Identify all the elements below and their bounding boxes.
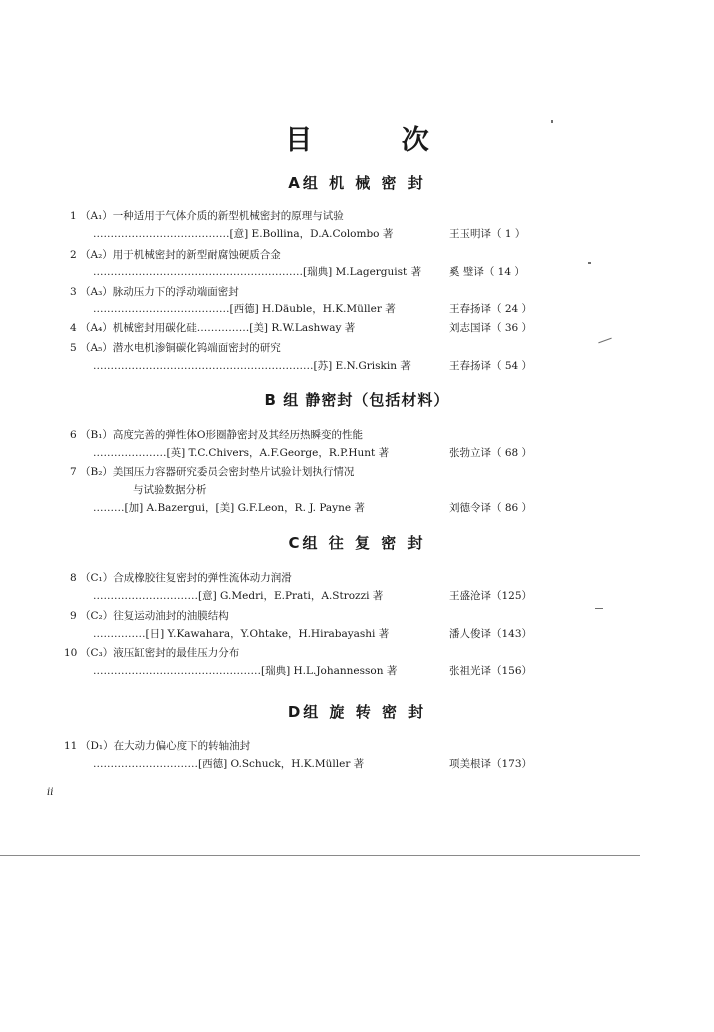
entry-authors: ……………[日] Y.Kawahara，Y.Ohtake，H.Hirabayashi 著 xyxy=(93,628,390,640)
entry-number: 10 xyxy=(64,647,78,659)
entry-title: （A₅）潜水电机渗铜碳化钨端面密封的研究 xyxy=(80,342,281,354)
entry-number: 11 xyxy=(64,740,78,752)
scan-speck xyxy=(595,608,603,609)
entry-number: 8 xyxy=(70,572,77,584)
entry-translator: 王春扬译（ 24 ） xyxy=(449,303,533,315)
toc-entry-4 xyxy=(0,321,714,335)
scan-speck xyxy=(588,262,591,264)
toc-entry-7-authors xyxy=(0,501,714,515)
group-heading-d: D组 旋 转 密 封 xyxy=(287,703,427,721)
entry-title-continued: 与试验数据分析 xyxy=(133,484,207,496)
entry-translator: 项美根译（173） xyxy=(449,758,533,770)
entry-number: 3 xyxy=(70,286,77,298)
group-heading-c: C组 往 复 密 封 xyxy=(288,534,426,552)
title-part-2: 次 xyxy=(401,125,429,156)
entry-translator: 王玉明译（ 1 ） xyxy=(449,228,526,240)
entry-number: 5 xyxy=(70,342,77,354)
entry-title: （A₃）脉动压力下的浮动端面密封 xyxy=(80,286,239,298)
entry-authors: ……………………………………………………[瑞典] M.Lagerguist 著 xyxy=(93,266,422,278)
toc-entry-9-authors xyxy=(0,627,714,641)
scan-edge-line xyxy=(0,855,640,856)
toc-entry-11-authors xyxy=(0,757,714,771)
entry-authors: …………………………[西德] O.Schuck，H.K.Müller 著 xyxy=(93,758,365,770)
entry-authors: …………………………………………[瑞典] H.L.Johannesson 著 xyxy=(93,665,398,677)
entry-title: （A₁）一种适用于气体介质的新型机械密封的原理与试验 xyxy=(80,210,344,222)
group-heading-a: A组 机 械 密 封 xyxy=(288,174,426,192)
entry-title: （D₁）在大动力偏心度下的转轴油封 xyxy=(80,740,251,752)
entry-title: （B₂）美国压力容器研究委员会密封垫片试验计划执行情况 xyxy=(80,466,355,478)
entry-translator: 王盛沧译（125） xyxy=(449,590,533,602)
toc-entry-7 xyxy=(0,465,714,479)
entry-title: （A₄）机械密封用碳化硅……………[美] R.W.Lashway 著 xyxy=(80,322,356,334)
toc-entry-7-title-cont xyxy=(0,483,714,497)
entry-authors: …………………………[意] G.Medri，E.Prati，A.Strozzi 著 xyxy=(93,590,384,602)
entry-title: （C₃）液压缸密封的最佳压力分布 xyxy=(80,647,240,659)
entry-translator: 张祖光译（156） xyxy=(449,665,533,677)
entry-number: 6 xyxy=(70,429,77,441)
entry-number: 2 xyxy=(70,249,77,261)
toc-entry-1 xyxy=(0,209,714,223)
page-number: ii xyxy=(47,787,54,798)
entry-translator: 刘德令译（ 86 ） xyxy=(449,502,533,514)
toc-entry-10-authors xyxy=(0,664,714,678)
page-title xyxy=(0,118,714,157)
scan-speck xyxy=(551,120,553,123)
toc-entry-1-authors xyxy=(0,227,714,241)
entry-number: 7 xyxy=(70,466,77,478)
toc-entry-11 xyxy=(0,739,714,753)
toc-entry-2 xyxy=(0,248,714,262)
entry-translator: 张勃立译（ 68 ） xyxy=(449,447,533,459)
toc-entry-2-authors xyxy=(0,265,714,279)
entry-title: （A₂）用于机械密封的新型耐腐蚀硬质合金 xyxy=(80,249,281,261)
entry-title: （B₁）高度完善的弹性体O形圈静密封及其经历热瞬变的性能 xyxy=(80,429,364,441)
entry-number: 1 xyxy=(70,210,77,222)
entry-authors: ………[加] A.Bazergui，[美] G.F.Leon，R. J. Payne 著 xyxy=(93,502,365,514)
toc-entry-8 xyxy=(0,571,714,585)
entry-authors: …………………………………[西德] H.Däuble，H.K.Müller 著 xyxy=(93,303,396,315)
toc-entry-6-authors xyxy=(0,446,714,460)
toc-entry-6 xyxy=(0,428,714,442)
entry-number: 4 xyxy=(70,322,77,334)
entry-number: 9 xyxy=(70,610,77,622)
entry-translator: 潘人俊译（143） xyxy=(449,628,533,640)
toc-entry-8-authors xyxy=(0,589,714,603)
entry-title: （C₂）往复运动油封的油膜结构 xyxy=(80,610,229,622)
entry-translator: 王春扬译（ 54 ） xyxy=(449,360,533,372)
toc-entry-3-authors xyxy=(0,302,714,316)
entry-translator: 奚 璧译（ 14 ） xyxy=(449,266,525,278)
toc-entry-3 xyxy=(0,285,714,299)
toc-entry-9 xyxy=(0,609,714,623)
entry-authors: ………………………………………………………[苏] E.N.Griskin 著 xyxy=(93,360,411,372)
group-heading-b: B 组 静密封（包括材料） xyxy=(264,391,450,409)
toc-entry-5 xyxy=(0,341,714,355)
toc-entry-10 xyxy=(0,646,714,660)
entry-title: （C₁）合成橡胶往复密封的弹性流体动力润滑 xyxy=(80,572,292,584)
title-part-1: 目 xyxy=(285,125,313,156)
entry-authors: …………………[英] T.C.Chivers，A.F.George，R.P.Hunt 著 xyxy=(93,447,390,459)
entry-translator: 刘志国译（ 36 ） xyxy=(449,322,533,334)
toc-entry-5-authors xyxy=(0,359,714,373)
entry-authors: …………………………………[意] E.Bollina，D.A.Colombo 著 xyxy=(93,228,394,240)
